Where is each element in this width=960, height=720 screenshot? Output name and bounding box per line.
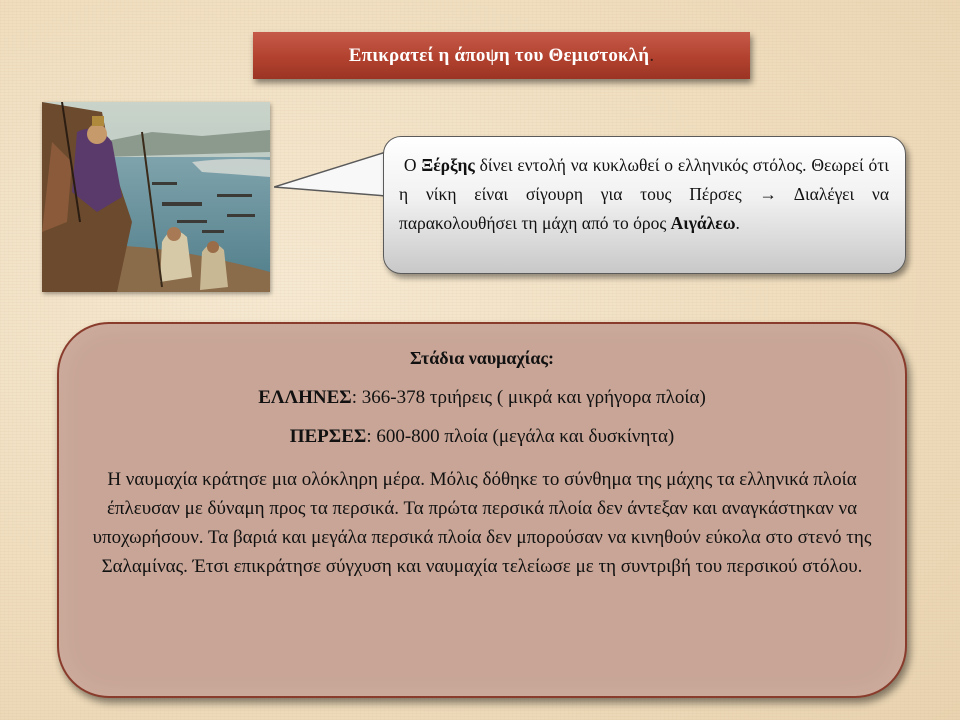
speech-bubble-tail	[274, 150, 390, 198]
persians-text: : 600-800 πλοία (μεγάλα και δυσκίνητα)	[366, 426, 675, 447]
persians-label: ΠΕΡΣΕΣ	[289, 426, 367, 447]
title-banner	[253, 32, 750, 79]
battle-stages-card	[57, 322, 907, 698]
greeks-line	[79, 387, 885, 409]
xerxes-painting	[42, 102, 270, 292]
bubble-middle: δίνει εντολή να κυκλωθεί ο ελληνικός στόλος. Θεωρεί ότι η νίκη είναι σίγουρη για τους Πέρσες → Διαλέγει να παρακολουθήσει τη μάχη από το όρος	[399, 155, 890, 233]
speech-bubble	[383, 136, 906, 274]
xerxes-name: Ξέρξης	[421, 155, 475, 175]
title-period: .	[649, 44, 655, 66]
mountain-name: Αιγάλεω	[670, 213, 736, 233]
persians-line	[79, 426, 885, 448]
slide-title: Επικρατεί η άποψη του Θεμιστοκλή	[348, 44, 650, 66]
greeks-text: : 366-378 τριήρεις ( μικρά και γρήγορα πλοία)	[351, 387, 706, 408]
stages-heading: Στάδια ναυμαχίας:	[410, 348, 554, 368]
battle-narrative: Η ναυμαχία κράτησε μια ολόκληρη μέρα. Μόλις δόθηκε το σύνθημα της μάχης τα ελληνικά πλοία έπλευσαν με δύναμη προς τα περσικά. Τα πρώτα περσικά πλοία δεν άντεξαν και αναγκάστηκαν να υποχωρήσουν. Τα βαριά και μεγάλα περσικά πλοία δεν μπορούσαν να κινηθούν εύκολα στο στενό της Σαλαμίνας. Έτσι επικράτησε σύγχυση και ναυμαχία τελείωσε με τη συντριβή του περσικού στόλου.	[92, 469, 872, 577]
greeks-label: ΕΛΛΗΝΕΣ	[258, 387, 352, 408]
speech-bubble-text	[399, 151, 889, 238]
battle-stages-content	[79, 348, 885, 581]
bubble-end: .	[735, 213, 740, 233]
bubble-lead: Ο	[403, 155, 422, 175]
